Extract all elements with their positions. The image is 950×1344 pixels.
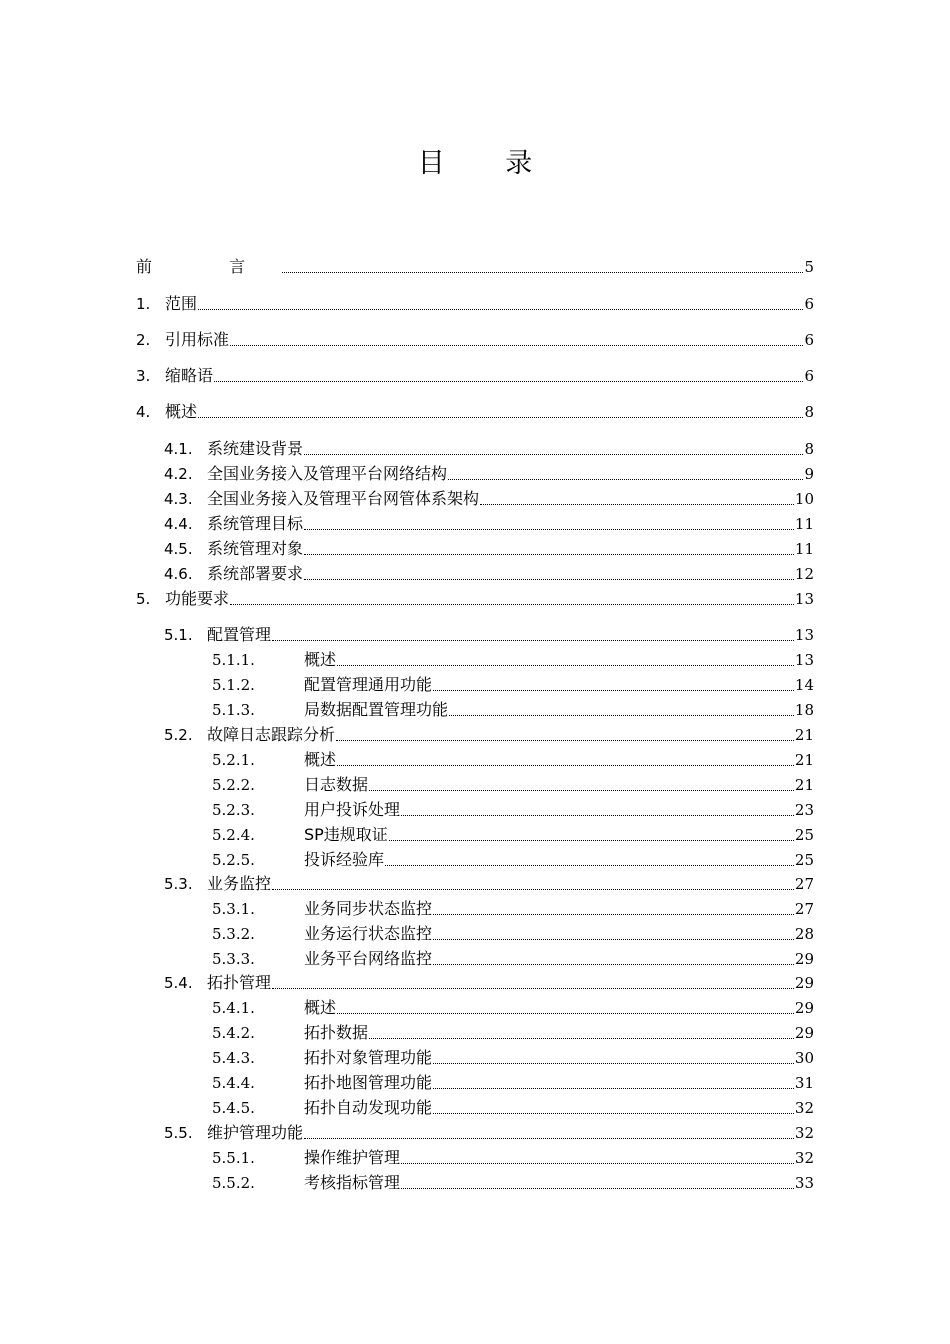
toc-entry-title: 维护管理功能 <box>207 1123 304 1142</box>
toc-entry-page-number: 6 <box>804 295 814 313</box>
toc-dot-leader <box>337 1013 794 1014</box>
toc-entry[interactable] <box>136 400 814 422</box>
toc-entry-title: 范围 <box>165 294 198 313</box>
toc-dot-leader <box>480 504 794 505</box>
toc-entry-page-number: 8 <box>804 440 814 458</box>
toc-entry-page-number: 29 <box>794 974 814 992</box>
toc-entry[interactable] <box>164 1121 814 1143</box>
toc-entry[interactable] <box>164 537 814 559</box>
toc-entry-title: 全国业务接入及管理平台网管体系架构 <box>207 489 480 508</box>
toc-entry[interactable] <box>212 648 814 670</box>
toc-dot-leader <box>304 1138 794 1139</box>
toc-entry[interactable] <box>212 748 814 770</box>
toc-entry-page-number: 29 <box>794 999 814 1017</box>
toc-entry-number: 4.2. <box>164 465 193 483</box>
toc-dot-leader <box>337 765 794 766</box>
toc-entry-page-number: 11 <box>794 515 814 533</box>
toc-dot-leader <box>198 309 803 310</box>
toc-entry-number: 2. <box>136 331 151 349</box>
toc-entry-page-number: 13 <box>794 651 814 669</box>
toc-entry-title: 拓扑自动发现功能 <box>304 1098 433 1117</box>
toc-entry-number: 5.2.1. <box>212 751 255 769</box>
toc-entry[interactable] <box>164 512 814 534</box>
toc-dot-leader <box>304 554 794 555</box>
toc-entry-number: 5.3.1. <box>212 900 255 918</box>
toc-dot-leader <box>369 1038 794 1039</box>
toc-dot-leader <box>449 715 794 716</box>
toc-entry-title: 业务同步状态监控 <box>304 899 433 918</box>
toc-entry-page-number: 27 <box>794 900 814 918</box>
toc-dot-leader <box>448 479 803 480</box>
toc-dot-leader <box>272 889 794 890</box>
toc-entry-number: 5.4.3. <box>212 1049 255 1067</box>
toc-entry-title: 配置管理 <box>207 625 272 644</box>
toc-entry[interactable] <box>212 698 814 720</box>
toc-entry-page-number: 12 <box>794 565 814 583</box>
toc-entry-page-number: 32 <box>794 1124 814 1142</box>
toc-entry-page-number: 29 <box>794 1024 814 1042</box>
toc-entry-number: 4.6. <box>164 565 193 583</box>
toc-entry-number: 4.3. <box>164 490 193 508</box>
toc-entry-number: 1. <box>136 295 151 313</box>
toc-dot-leader <box>230 604 794 605</box>
toc-dot-leader <box>389 840 794 841</box>
toc-dot-leader <box>433 914 794 915</box>
toc-entry-page-number: 21 <box>794 776 814 794</box>
toc-entry[interactable] <box>164 623 814 645</box>
toc-dot-leader <box>433 690 794 691</box>
toc-entry[interactable] <box>164 872 814 894</box>
toc-dot-leader <box>401 1163 794 1164</box>
toc-dot-leader <box>272 640 794 641</box>
toc-entry-number: 5.4.2. <box>212 1024 255 1042</box>
toc-entry-number: 5.4.5. <box>212 1099 255 1117</box>
toc-entry-title: 拓扑数据 <box>304 1023 369 1042</box>
toc-entry[interactable] <box>212 1171 814 1193</box>
toc-entry[interactable] <box>212 897 814 919</box>
toc-entry-page-number: 32 <box>794 1149 814 1167</box>
toc-entry-title: 业务平台网络监控 <box>304 949 433 968</box>
toc-entry-title: 局数据配置管理功能 <box>304 700 449 719</box>
toc-entry-title: 考核指标管理 <box>304 1173 401 1192</box>
toc-entry-page-number: 33 <box>794 1174 814 1192</box>
toc-entry[interactable] <box>212 798 814 820</box>
toc-entry-title: 概述 <box>165 402 198 421</box>
toc-entry[interactable] <box>212 996 814 1018</box>
toc-entry-title: 业务运行状态监控 <box>304 924 433 943</box>
toc-entry-title: 系统管理对象 <box>207 539 304 558</box>
toc-entry[interactable] <box>136 328 814 350</box>
toc-dot-leader <box>385 865 794 866</box>
toc-entry-title: 概述 <box>304 650 337 669</box>
toc-dot-leader <box>433 964 794 965</box>
toc-dot-leader <box>272 988 794 989</box>
toc-entry-page-number: 32 <box>794 1099 814 1117</box>
toc-entry-title: 日志数据 <box>304 775 369 794</box>
toc-entry-number: 5.2.2. <box>212 776 255 794</box>
toc-entry-title: 拓扑管理 <box>207 973 272 992</box>
toc-entry[interactable] <box>212 1146 814 1168</box>
toc-entry-number: 5.4.1. <box>212 999 255 1017</box>
toc-entry-number: 5. <box>136 590 151 608</box>
toc-entry-page-number: 21 <box>794 726 814 744</box>
toc-entry[interactable] <box>212 1021 814 1043</box>
toc-dot-leader <box>336 740 794 741</box>
toc-entry-page-number: 14 <box>794 676 814 694</box>
toc-entry-page-number: 6 <box>804 367 814 385</box>
toc-entry[interactable] <box>212 1071 814 1093</box>
toc-entry-title: 故障日志跟踪分析 <box>207 725 336 744</box>
toc-entry[interactable] <box>212 922 814 944</box>
toc-entry[interactable] <box>212 1096 814 1118</box>
toc-entry[interactable] <box>212 673 814 695</box>
toc-entry[interactable] <box>212 823 814 845</box>
toc-entry-page-number: 29 <box>794 950 814 968</box>
toc-dot-leader <box>304 529 794 530</box>
toc-entry-title: 系统部署要求 <box>207 564 304 583</box>
toc-entry-page-number: 23 <box>794 801 814 819</box>
toc-dot-leader <box>214 381 803 382</box>
toc-entry-page-number: 25 <box>794 826 814 844</box>
toc-entry-title: 缩略语 <box>165 366 214 385</box>
toc-entry[interactable] <box>164 971 814 993</box>
page-title: 目 录 <box>417 148 559 179</box>
toc-entry[interactable] <box>212 947 814 969</box>
toc-entry-title: 用户投诉处理 <box>304 800 401 819</box>
toc-entry-page-number: 18 <box>794 701 814 719</box>
toc-entry-number: 5.5.1. <box>212 1149 255 1167</box>
toc-dot-leader <box>304 579 794 580</box>
toc-entry[interactable] <box>136 292 814 314</box>
toc-entry-number: 5.1.1. <box>212 651 255 669</box>
toc-dot-leader <box>230 345 803 346</box>
toc-dot-leader <box>433 1088 794 1089</box>
toc-entry-title: 操作维护管理 <box>304 1148 401 1167</box>
toc-dot-leader <box>401 815 794 816</box>
toc-entry-title: 拓扑对象管理功能 <box>304 1048 433 1067</box>
toc-entry-number: 5.3.3. <box>212 950 255 968</box>
toc-entry-page-number: 25 <box>794 851 814 869</box>
toc-entry-title: 概述 <box>304 998 337 1017</box>
toc-entry-page-number: 9 <box>804 465 814 483</box>
toc-entry-title: 全国业务接入及管理平台网络结构 <box>207 464 448 483</box>
toc-entry-title: 系统建设背景 <box>207 439 304 458</box>
toc-entry-number: 5.1.3. <box>212 701 255 719</box>
toc-entry-page-number: 8 <box>804 403 814 421</box>
toc-entry-number: 4.5. <box>164 540 193 558</box>
toc-entry[interactable] <box>212 773 814 795</box>
toc-entry-number: 5.1. <box>164 626 193 644</box>
toc-entry-number: 5.4. <box>164 974 193 992</box>
toc-entry[interactable] <box>136 587 814 609</box>
toc-entry-number: 5.2.5. <box>212 851 255 869</box>
toc-dot-leader <box>337 665 794 666</box>
toc-entry-number: 5.5. <box>164 1124 193 1142</box>
toc-entry-number: 5.3. <box>164 875 193 893</box>
toc-entry-title: 引用标准 <box>165 330 230 349</box>
toc-entry-title: 前 言 <box>136 257 282 276</box>
toc-entry-title: 功能要求 <box>165 589 230 608</box>
toc-entry-number: 5.4.4. <box>212 1074 255 1092</box>
toc-dot-leader <box>369 790 794 791</box>
toc-entry-page-number: 28 <box>794 925 814 943</box>
toc-entry-page-number: 21 <box>794 751 814 769</box>
toc-entry-title: 拓扑地图管理功能 <box>304 1073 433 1092</box>
toc-entry-title: SP违规取证 <box>304 825 388 844</box>
toc-entry-number: 5.2.4. <box>212 826 255 844</box>
toc-entry-number: 3. <box>136 367 151 385</box>
toc-dot-leader <box>433 939 794 940</box>
toc-entry-number: 4. <box>136 403 151 421</box>
toc-entry-number: 5.2.3. <box>212 801 255 819</box>
toc-dot-leader <box>304 454 803 455</box>
toc-entry[interactable] <box>212 848 814 870</box>
toc-entry-page-number: 11 <box>794 540 814 558</box>
toc-dot-leader <box>433 1063 794 1064</box>
toc-entry[interactable] <box>136 255 814 277</box>
toc-entry[interactable] <box>164 487 814 509</box>
toc-entry-number: 5.2. <box>164 726 193 744</box>
toc-entry-page-number: 6 <box>804 331 814 349</box>
toc-entry-number: 5.3.2. <box>212 925 255 943</box>
toc-entry-page-number: 10 <box>794 490 814 508</box>
toc-entry-title: 业务监控 <box>207 874 272 893</box>
toc-entry-page-number: 31 <box>794 1074 814 1092</box>
toc-entry[interactable] <box>164 462 814 484</box>
toc-entry-number: 4.1. <box>164 440 193 458</box>
toc-dot-leader <box>401 1188 794 1189</box>
toc-entry[interactable] <box>164 437 814 459</box>
toc-entry-page-number: 30 <box>794 1049 814 1067</box>
toc-dot-leader <box>198 417 803 418</box>
toc-entry-number: 5.1.2. <box>212 676 255 694</box>
toc-entry[interactable] <box>164 562 814 584</box>
toc-entry-number: 4.4. <box>164 515 193 533</box>
toc-entry-title: 系统管理目标 <box>207 514 304 533</box>
toc-entry-title: 概述 <box>304 750 337 769</box>
toc-entry[interactable] <box>136 364 814 386</box>
toc-entry[interactable] <box>212 1046 814 1068</box>
toc-dot-leader <box>433 1113 794 1114</box>
toc-entry-number: 5.5.2. <box>212 1174 255 1192</box>
toc-dot-leader <box>282 272 803 273</box>
toc-entry[interactable] <box>164 723 814 745</box>
toc-entry-page-number: 5 <box>804 258 814 276</box>
toc-entry-page-number: 13 <box>794 590 814 608</box>
toc-entry-page-number: 27 <box>794 875 814 893</box>
toc-entry-title: 投诉经验库 <box>304 850 385 869</box>
toc-entry-title: 配置管理通用功能 <box>304 675 433 694</box>
toc-entry-page-number: 13 <box>794 626 814 644</box>
